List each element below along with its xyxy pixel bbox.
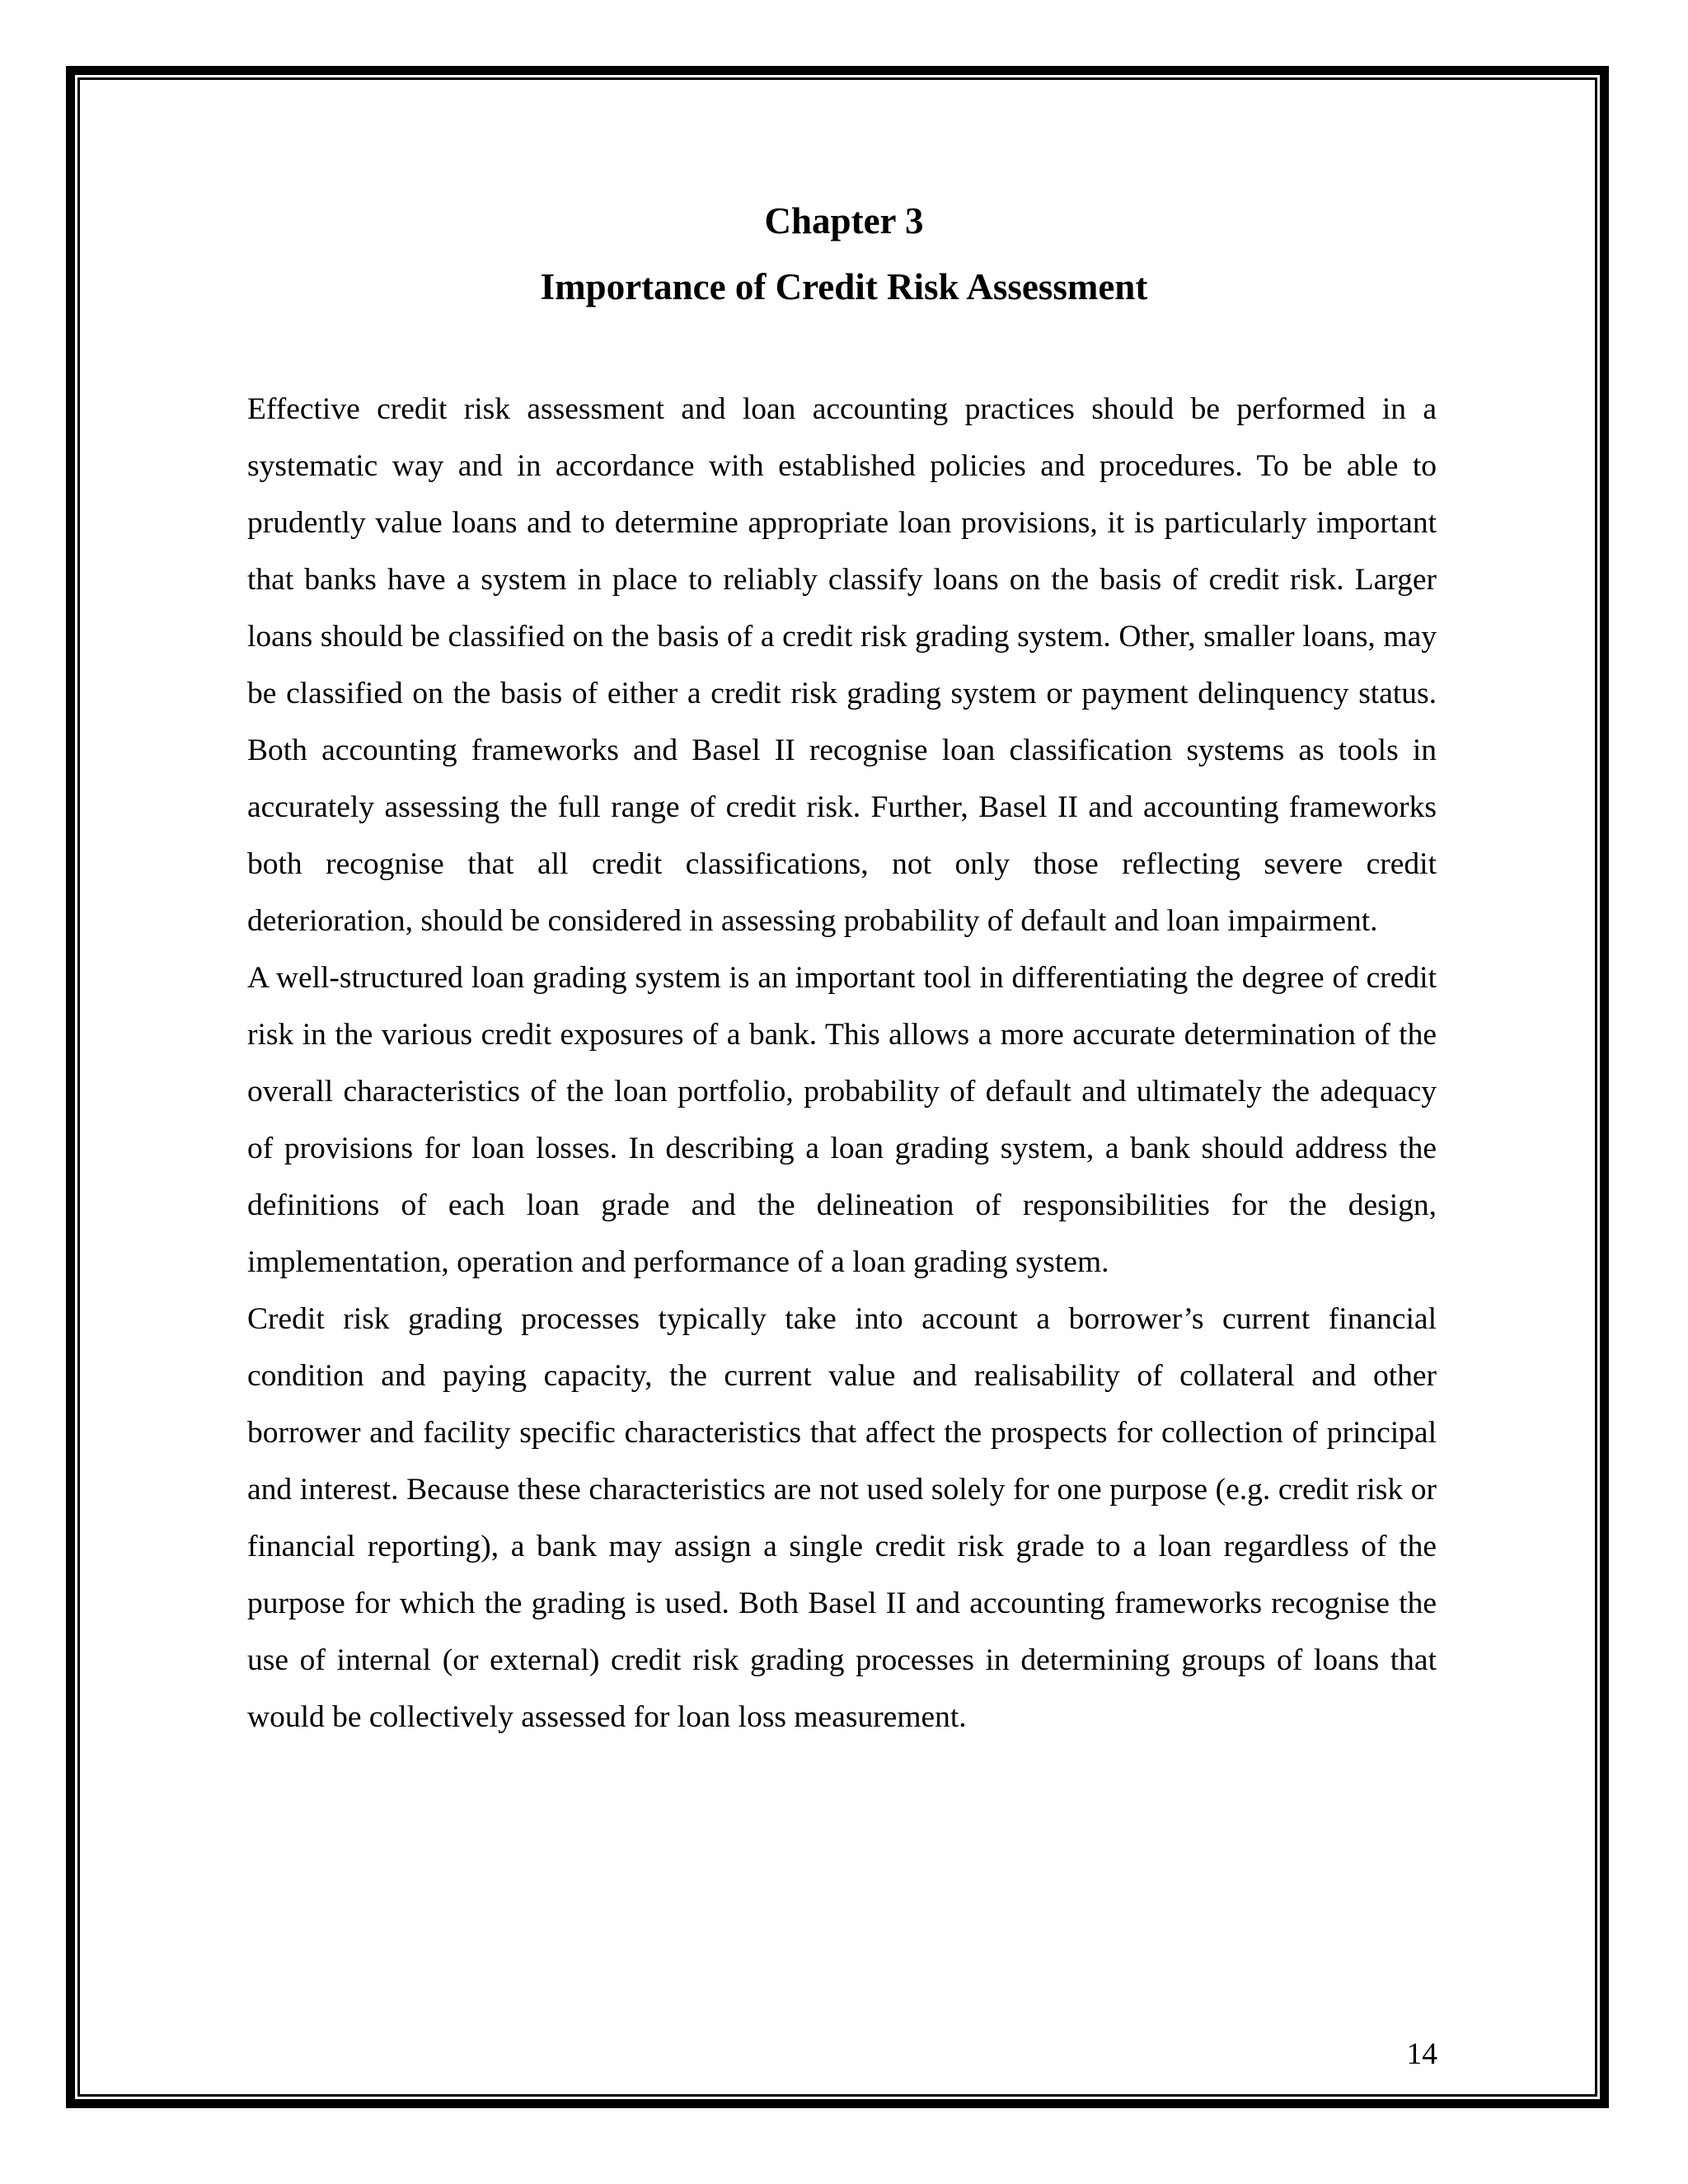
body-text — [247, 381, 1437, 1746]
paragraph: Credit risk grading processes typically take into account a borrower’s current financial condition and paying capacity, the current value and realisability of collateral and other borrower and facility specific characteristics that affect the prospects for collection of principal and interest. Because these characteristics are not used solely for one purpose (e.g. credit risk or financial reporting), a bank may assign a single credit risk grade to a loan regardless of the purpose for which the grading is used. Both Basel II and accounting frameworks recognise the use of internal (or external) credit risk grading processes in determining groups of loans that would be collectively assessed for loan loss measurement. — [247, 1302, 1437, 1734]
chapter-title: Importance of Credit Risk Assessment — [540, 266, 1148, 307]
paragraph: Effective credit risk assessment and loan accounting practices should be performed in a systematic way and in accordance with established policies and procedures. To be able to prudently value loans and to determine appropriate loan provisions, it is particularly important that banks have a system in place to reliably classify loans on the basis of credit risk. Larger loans should be classified on the basis of a credit risk grading system. Other, smaller loans, may be classified on the basis of either a credit risk grading system or payment delinquency status. Both accounting frameworks and Basel II recognise loan classification systems as tools in accurately assessing the full range of credit risk. Further, Basel II and accounting frameworks both recognise that all credit classifications, not only those reflecting severe credit deterioration, should be considered in assessing probability of default and loan impairment. — [247, 392, 1437, 938]
paragraph: A well-structured loan grading system is an important tool in differentiating the degree of credit risk in the various credit exposures of a bank. This allows a more accurate determination of the overall characteristics of the loan portfolio, probability of default and ultimately the adequacy of provisions for loan losses. In describing a loan grading system, a bank should address the definitions of each loan grade and the delineation of responsibilities for the design, implementation, operation and performance of a loan grading system. — [247, 961, 1437, 1279]
page-number: 14 — [1406, 2037, 1437, 2071]
chapter-label: Chapter 3 — [764, 200, 924, 241]
